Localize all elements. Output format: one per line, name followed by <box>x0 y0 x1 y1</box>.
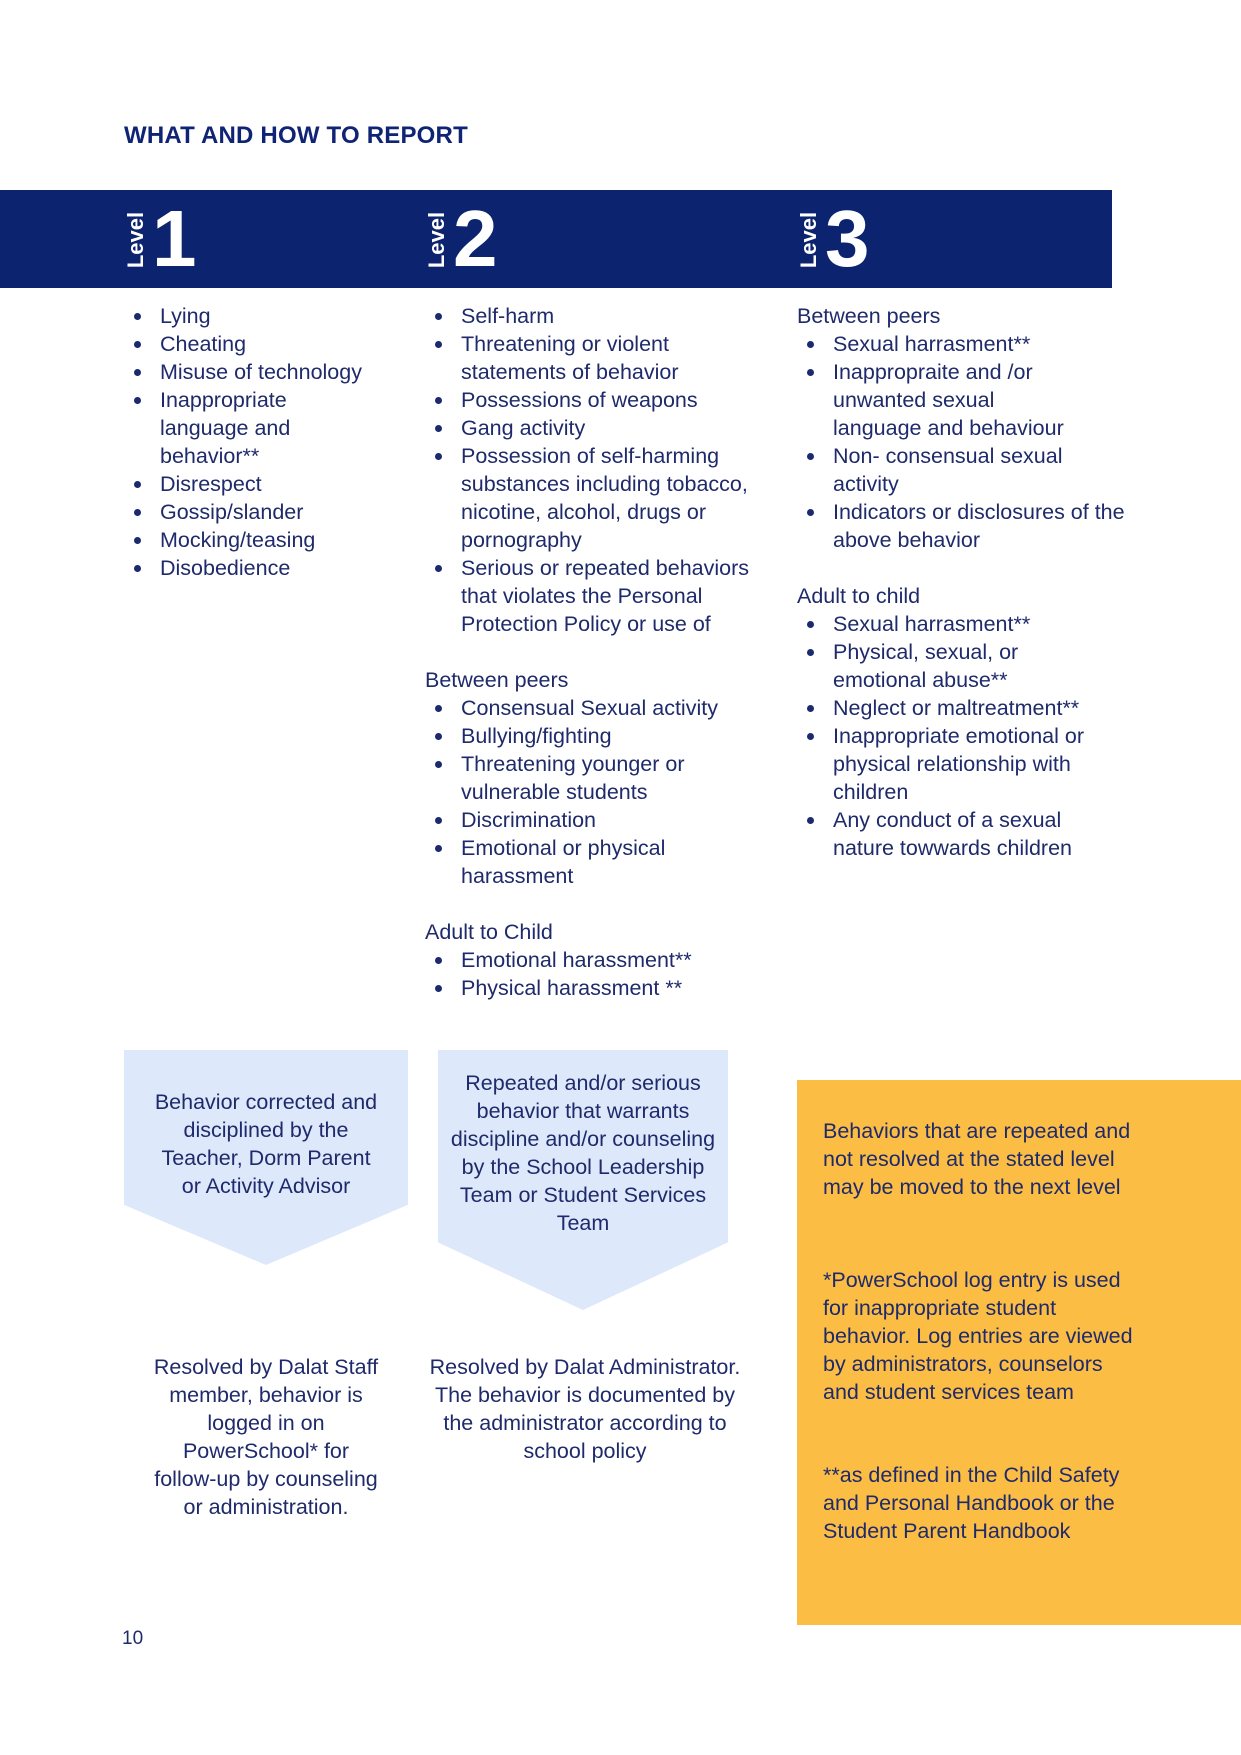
level-2-action-text: Repeated and/or serious behavior that warrants discipline and/or counseling by the School Leadership Team or Student Services Team <box>450 1071 716 1235</box>
level-1-action-text: Behavior corrected and disciplined by the Teacher, Dorm Parent or Activity Advisor <box>154 1090 378 1198</box>
escalation-note: Behaviors that are repeated and not resolved at the stated level may be moved to the next level <box>823 1119 1131 1199</box>
level-2-list <box>425 302 755 1002</box>
level-2-group-label-adult: Adult to Child <box>425 920 553 944</box>
list-item: Physical harassment ** <box>425 974 755 1002</box>
list-item: Sexual harrasment** <box>797 610 1127 638</box>
list-item: Emotional harassment** <box>425 946 755 974</box>
level-3-list <box>797 302 1127 862</box>
list-item: Gang activity <box>425 414 755 442</box>
definition-note: **as defined in the Child Safety and Personal Handbook or the Student Parent Handbook <box>823 1463 1120 1543</box>
list-item: Misuse of technology <box>124 358 414 386</box>
list-item: Serious or repeated behaviors that violates the Personal Protection Policy or use of <box>425 554 753 638</box>
list-item: Possessions of weapons <box>425 386 755 414</box>
list-item: Disrespect <box>124 470 414 498</box>
list-item: Possession of self-harming substances including tobacco, nicotine, alcohol, drugs or pornography <box>425 442 753 554</box>
list-item: Physical, sexual, or emotional abuse** <box>797 638 1063 694</box>
list-item: Inappropraite and /or unwanted sexual language and behaviour <box>797 358 1083 442</box>
levels-banner <box>0 190 1112 288</box>
powerschool-note: *PowerSchool log entry is used for inappropriate student behavior. Log entries are viewed by administrators, counselors and student services team <box>823 1268 1133 1404</box>
list-item: Inappropriate language and behavior** <box>124 386 330 470</box>
level-3-group-label-adult: Adult to child <box>797 584 921 608</box>
list-item: Disobedience <box>124 554 414 582</box>
list-item: Self-harm <box>425 302 755 330</box>
list-item: Inappropriate emotional or physical relationship with children <box>797 722 1127 806</box>
list-item: Consensual Sexual activity <box>425 694 755 722</box>
list-item: Discrimination <box>425 806 755 834</box>
level-2-group-label-peers: Between peers <box>425 668 569 692</box>
level-1-word: Level <box>123 211 149 269</box>
list-item: Mocking/teasing <box>124 526 414 554</box>
list-item: Non- consensual sexual activity <box>797 442 1103 498</box>
level-3-word: Level <box>796 211 822 269</box>
page-number: 10 <box>122 1628 144 1649</box>
level-2-number: 2 <box>453 194 498 283</box>
level-3-number: 3 <box>825 194 870 283</box>
list-item: Indicators or disclosures of the above behavior <box>797 498 1127 554</box>
list-item: Any conduct of a sexual nature towwards children <box>797 806 1103 862</box>
list-item: Threatening younger or vulnerable students <box>425 750 731 806</box>
list-item: Threatening or violent statements of behavior <box>425 330 721 386</box>
level-1-resolution: Resolved by Dalat Staff member, behavior is logged in on PowerSchool* for follow-up by counseling or administration. <box>153 1355 379 1519</box>
list-item: Sexual harrasment** <box>797 330 1127 358</box>
list-item: Gossip/slander <box>124 498 414 526</box>
level-3-group-label-peers: Between peers <box>797 304 941 328</box>
list-item: Lying <box>124 302 414 330</box>
level-2-word: Level <box>424 211 450 269</box>
level-2-resolution: Resolved by Dalat Administrator. The behavior is documented by the administrator according to school policy <box>429 1355 741 1463</box>
list-item: Emotional or physical harassment <box>425 834 721 890</box>
page-heading: WHAT AND HOW TO REPORT <box>124 122 468 149</box>
level-1-number: 1 <box>152 194 197 283</box>
level-1-list <box>124 302 414 582</box>
list-item: Neglect or maltreatment** <box>797 694 1127 722</box>
list-item: Cheating <box>124 330 414 358</box>
list-item: Bullying/fighting <box>425 722 755 750</box>
